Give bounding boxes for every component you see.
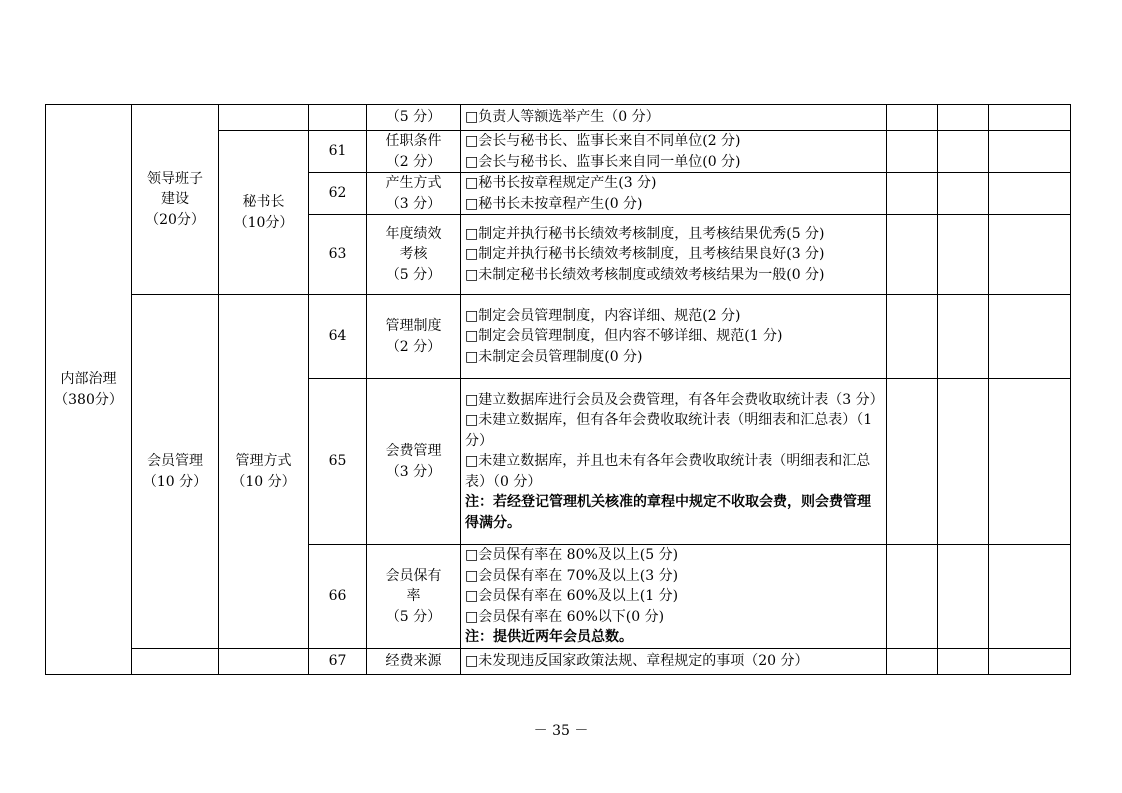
evaluation-table	[45, 104, 1071, 675]
score-cell	[938, 295, 989, 379]
criteria-cell: □负责人等额选举产生（0 分）	[461, 105, 887, 131]
table-row	[46, 295, 1071, 379]
criteria-note: 注：提供近两年会员总数。	[465, 629, 633, 646]
item-name: 产生方式 （3 分）	[367, 173, 461, 215]
subcategory-cell-empty	[219, 105, 309, 131]
item-name: 经费来源	[367, 649, 461, 675]
criteria-cell: □制定会员管理制度，内容详细、规范(2 分) □制定会员管理制度，但内容不够详细、规范(1 分) □未制定会员管理制度(0 分)	[461, 295, 887, 379]
item-number: 61	[309, 131, 367, 173]
score-cell	[938, 545, 989, 649]
score-cell	[938, 173, 989, 215]
score-cell	[887, 379, 938, 545]
score-cell	[887, 105, 938, 131]
score-cell	[938, 379, 989, 545]
item-number: 62	[309, 173, 367, 215]
subcategory-secretary: 秘书长 （10分）	[219, 131, 309, 295]
category-leadership: 领导班子 建设 （20分）	[132, 105, 219, 295]
item-number: 65	[309, 379, 367, 545]
item-name: 会员保有 率 （5 分）	[367, 545, 461, 649]
criteria-note: 注：若经登记管理机关核准的章程中规定不收取会费，则会费管理得满分。	[465, 494, 871, 531]
item-number: 63	[309, 215, 367, 295]
score-cell	[938, 131, 989, 173]
item-name: 年度绩效 考核 （5 分）	[367, 215, 461, 295]
score-cell	[887, 649, 938, 675]
score-cell	[938, 215, 989, 295]
score-cell	[938, 105, 989, 131]
remark-cell	[989, 649, 1071, 675]
table-row	[46, 105, 1071, 131]
remark-cell	[989, 545, 1071, 649]
table-row	[46, 649, 1071, 675]
category-member-management: 会员管理 （10 分）	[132, 295, 219, 649]
item-number: 64	[309, 295, 367, 379]
subcategory-management-method: 管理方式 （10 分）	[219, 295, 309, 649]
item-name: 管理制度 （2 分）	[367, 295, 461, 379]
remark-cell	[989, 379, 1071, 545]
remark-cell	[989, 105, 1071, 131]
item-name: （5 分）	[367, 105, 461, 131]
criteria-cell: □秘书长按章程规定产生(3 分) □秘书长未按章程产生(0 分)	[461, 173, 887, 215]
score-cell	[887, 131, 938, 173]
remark-cell	[989, 173, 1071, 215]
criteria-cell: □会员保有率在 80%及以上(5 分) □会员保有率在 70%及以上(3 分) □会员保有率在 60%及以上(1 分) □会员保有率在 60%以下(0 分) 注：提供近两年会员总数。	[461, 545, 887, 649]
item-name: 会费管理 （3 分）	[367, 379, 461, 545]
item-number: 67	[309, 649, 367, 675]
criteria-cell: □制定并执行秘书长绩效考核制度，且考核结果优秀(5 分) □制定并执行秘书长绩效考核制度，且考核结果良好(3 分) □未制定秘书长绩效考核制度或绩效考核结果为一般(0 分)	[461, 215, 887, 295]
category-internal-governance: 内部治理 （380分）	[46, 105, 132, 675]
page-number: － 35 －	[533, 723, 589, 739]
remark-cell	[989, 131, 1071, 173]
criteria-cell: □建立数据库进行会员及会费管理，有各年会费收取统计表（3 分） □未建立数据库，但有各年会费收取统计表（明细表和汇总表）（1 分） □未建立数据库，并且也未有各年会费收取统计表（明细表和汇总表）（0 分） 注：若经登记管理机关核准的章程中规定不收取会费，则会费管理得满分。	[461, 379, 887, 545]
criteria-cell: □会长与秘书长、监事长来自不同单位(2 分) □会长与秘书长、监事长来自同一单位(0 分)	[461, 131, 887, 173]
score-cell	[887, 173, 938, 215]
item-number: 66	[309, 545, 367, 649]
item-number	[309, 105, 367, 131]
criteria-cell: □未发现违反国家政策法规、章程规定的事项（20 分）	[461, 649, 887, 675]
score-cell	[887, 295, 938, 379]
category-cell-empty	[132, 649, 219, 675]
remark-cell	[989, 295, 1071, 379]
score-cell	[887, 215, 938, 295]
score-cell	[887, 545, 938, 649]
score-cell	[938, 649, 989, 675]
subcategory-cell-empty	[219, 649, 309, 675]
item-name: 任职条件 （2 分）	[367, 131, 461, 173]
remark-cell	[989, 215, 1071, 295]
